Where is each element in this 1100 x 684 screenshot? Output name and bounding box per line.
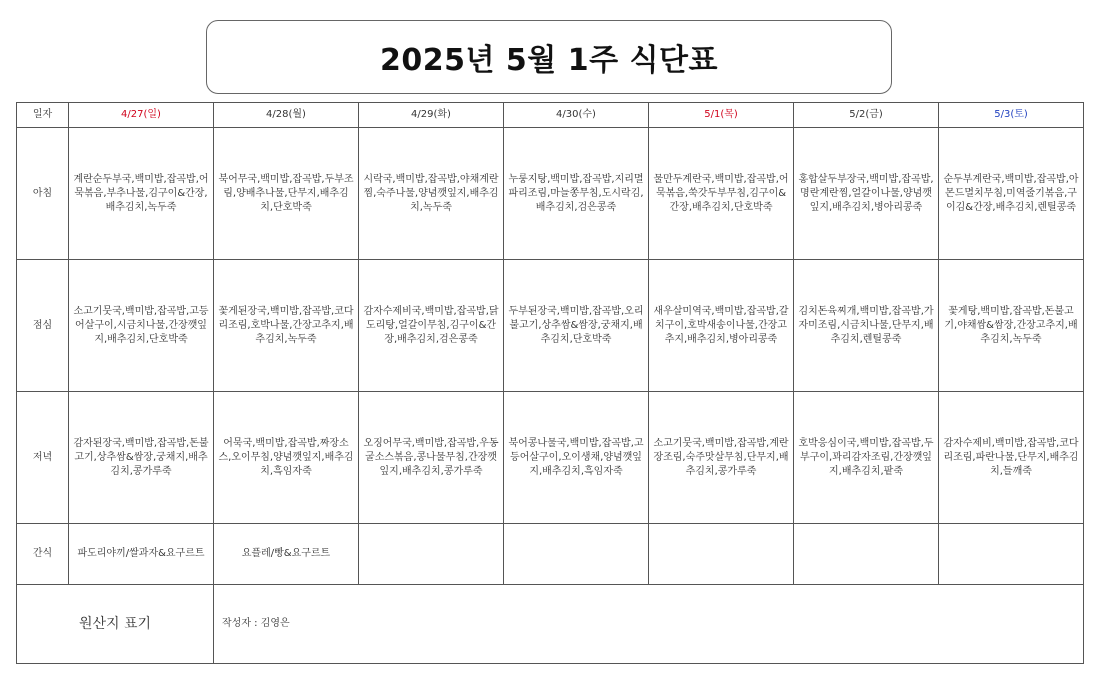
menu-cell: 소고기뭇국,백미밥,잡곡밥,계란장조림,숙주맛살무침,단무지,배추김치,콩가루죽 xyxy=(649,392,794,524)
lunch-row xyxy=(17,260,1084,392)
header-row xyxy=(17,103,1084,128)
date-label: 일자 xyxy=(17,103,69,128)
page-title: 2025년 5월 1주 식단표 xyxy=(380,43,718,78)
menu-cell: 북어무국,백미밥,잡곡밥,두부조림,양배추나물,단무지,배추김치,단호박죽 xyxy=(214,128,359,260)
menu-cell: 호박응심이국,백미밥,잡곡밥,두부구이,꽈리감자조림,간장깻잎지,배추김치,팥죽 xyxy=(794,392,939,524)
date-wed: 4/30(수) xyxy=(504,103,649,128)
menu-cell: 물만두계란국,백미밥,잡곡밥,어묵볶음,쑥갓두부무침,김구이&간장,배추김치,단호박죽 xyxy=(649,128,794,260)
snack-row xyxy=(17,524,1084,585)
menu-cell: 홍합살두부장국,백미밥,잡곡밥,명란계란찜,얼갈이나물,양념깻잎지,배추김치,병아리콩죽 xyxy=(794,128,939,260)
menu-cell: 꽃게된장국,백미밥,잡곡밥,코다리조림,호박나물,간장고추지,배추김치,녹두죽 xyxy=(214,260,359,392)
menu-cell: 감자수제비국,백미밥,잡곡밥,닭도리탕,얼갈이무침,김구이&간장,배추김치,검은콩죽 xyxy=(359,260,504,392)
menu-cell: 순두부계란국,백미밥,잡곡밥,아몬드멸치무침,미역줄기볶음,구이김&간장,배추김치,렌틸콩죽 xyxy=(939,128,1084,260)
menu-cell: 감자수제비,백미밥,잡곡밥,코다리조림,파란나물,단무지,배추김치,들깨죽 xyxy=(939,392,1084,524)
menu-cell: 계란순두부국,백미밥,잡곡밥,어묵볶음,부추나물,김구이&간장,배추김치,녹두죽 xyxy=(69,128,214,260)
menu-cell: 요플레/빵&요구르트 xyxy=(214,524,359,585)
menu-cell: 파도리야끼/쌀과자&요구르트 xyxy=(69,524,214,585)
lunch-label: 점심 xyxy=(17,260,69,392)
menu-cell: 오징어무국,백미밥,잡곡밥,우동굴소스볶음,콩나물무침,간장깻잎지,배추김치,콩가루죽 xyxy=(359,392,504,524)
author-text: 작성자 : 김영은 xyxy=(214,585,1084,664)
date-sat: 5/3(토) xyxy=(939,103,1084,128)
menu-cell xyxy=(939,524,1084,585)
menu-table xyxy=(16,102,1084,664)
menu-cell: 새우살미역국,백미밥,잡곡밥,갈치구이,호박새송이나물,간장고추지,배추김치,병아리콩죽 xyxy=(649,260,794,392)
dinner-row xyxy=(17,392,1084,524)
breakfast-row xyxy=(17,128,1084,260)
menu-cell: 북어콩나물국,백미밥,잡곡밥,고등어살구이,오이생채,양념깻잎지,배추김치,흑임자죽 xyxy=(504,392,649,524)
date-fri: 5/2(금) xyxy=(794,103,939,128)
menu-cell: 두부된장국,백미밥,잡곡밥,오리불고기,상추쌈&쌈장,궁채지,배추김치,단호박죽 xyxy=(504,260,649,392)
menu-cell: 소고기뭇국,백미밥,잡곡밥,고등어살구이,시금치나물,간장깻잎지,배추김치,단호박죽 xyxy=(69,260,214,392)
dinner-label: 저녁 xyxy=(17,392,69,524)
menu-cell xyxy=(649,524,794,585)
date-thu: 5/1(목) xyxy=(649,103,794,128)
menu-cell xyxy=(359,524,504,585)
breakfast-label: 아침 xyxy=(17,128,69,260)
menu-cell xyxy=(794,524,939,585)
menu-cell: 누룽지탕,백미밥,잡곡밥,지리멸파리조림,마늘쫑무침,도시락김,배추김치,검은콩죽 xyxy=(504,128,649,260)
menu-cell: 꽃게탕,백미밥,잡곡밥,돈불고기,야채쌈&쌈장,간장고추지,배추김치,녹두죽 xyxy=(939,260,1084,392)
menu-cell: 시락국,백미밥,잡곡밥,야채계란찜,숙주나물,양념깻잎지,배추김치,녹두죽 xyxy=(359,128,504,260)
menu-cell: 어묵국,백미밥,잡곡밥,짜장소스,오이무침,양념깻잎지,배추김치,흑임자죽 xyxy=(214,392,359,524)
origin-label: 원산지 표기 xyxy=(17,585,214,664)
menu-cell: 감자된장국,백미밥,잡곡밥,돈불고기,상추쌈&쌈장,궁채지,배추김치,콩가루죽 xyxy=(69,392,214,524)
date-mon: 4/28(월) xyxy=(214,103,359,128)
title-box xyxy=(206,20,892,94)
date-tue: 4/29(화) xyxy=(359,103,504,128)
menu-cell: 김치돈육찌개,백미밥,잡곡밥,가자미조림,시금치나물,단무지,배추김치,렌틸콩죽 xyxy=(794,260,939,392)
menu-cell xyxy=(504,524,649,585)
snack-label: 간식 xyxy=(17,524,69,585)
date-sun: 4/27(일) xyxy=(69,103,214,128)
origin-row xyxy=(17,585,1084,664)
